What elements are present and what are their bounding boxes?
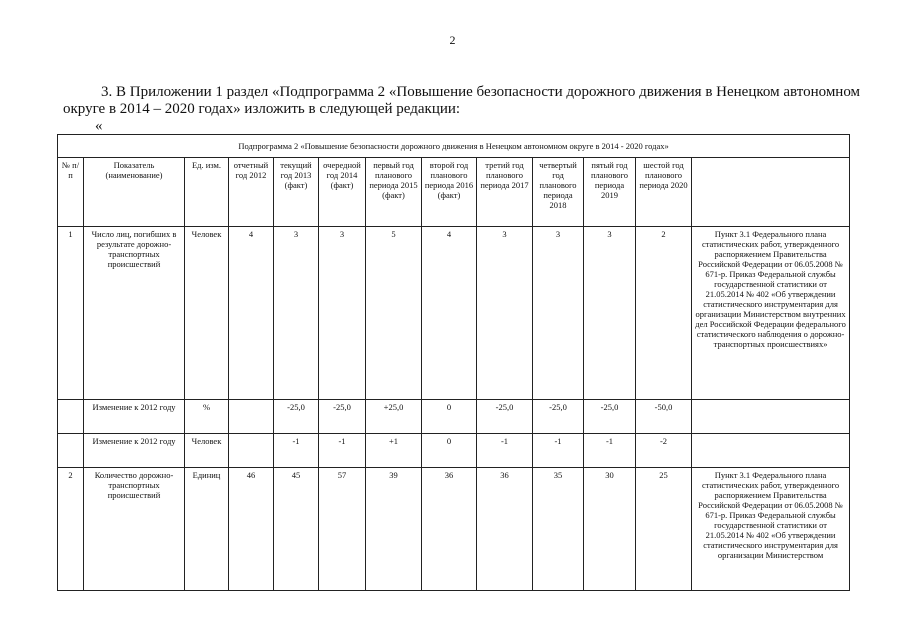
table-header-row	[58, 158, 850, 227]
value-cell: 3	[274, 227, 319, 400]
value-cell: -25,0	[274, 400, 319, 434]
row-num	[58, 400, 84, 434]
value-cell: 39	[366, 468, 422, 591]
row-source: Пункт 3.1 Федерального плана статистических работ, утвержденного распоряжением Правительства Российской Федерации от 06.05.2008 № 671-р. Приказ Федеральной службы государственной статистики от 21.05.2014 № 402 «Об утверждении статистического инструментария для организации Министерством внутренних дел Российской Федерации федерального статистического наблюдения о дорожно-транспортных происшествиях»	[692, 227, 850, 400]
row-num	[58, 434, 84, 468]
row-unit: Единиц	[185, 468, 229, 591]
table-row	[58, 227, 850, 400]
value-cell: 4	[422, 227, 477, 400]
intro-paragraph: 3. В Приложении 1 раздел «Подпрограмма 2 «Повышение безопасности дорожного движения в Ненецком автономном округе в 2014 – 2020 годах» изложить в следующей редакции:	[63, 84, 861, 117]
value-cell: 45	[274, 468, 319, 591]
header-2017: третий год планового периода 2017	[477, 158, 533, 227]
value-cell: 5	[366, 227, 422, 400]
opening-quote-mark: «	[95, 118, 103, 134]
value-cell: 3	[533, 227, 584, 400]
row-indicator: Изменение к 2012 году	[84, 434, 185, 468]
value-cell: 3	[477, 227, 533, 400]
value-cell: 0	[422, 434, 477, 468]
header-2012: отчетный год 2012	[229, 158, 274, 227]
header-indicator: Показатель (наименование)	[84, 158, 185, 227]
value-cell: -25,0	[477, 400, 533, 434]
table-row	[58, 468, 850, 591]
subprogram-indicators-table	[57, 134, 850, 591]
value-cell: -25,0	[319, 400, 366, 434]
value-cell: -2	[636, 434, 692, 468]
header-2015: первый год планового периода 2015 (факт)	[366, 158, 422, 227]
table-row	[58, 434, 850, 468]
row-source: Пункт 3.1 Федерального плана статистических работ, утвержденного распоряжением Правительства Российской Федерации от 06.05.2008 № 671-р. Приказ Федеральной службы государственной статистики от 21.05.2014 № 402 «Об утверждении статистического инструментария для организации Министерством	[692, 468, 850, 591]
value-cell: -50,0	[636, 400, 692, 434]
value-cell: 3	[584, 227, 636, 400]
header-2016: второй год планового периода 2016 (факт)	[422, 158, 477, 227]
table-row	[58, 400, 850, 434]
value-cell: -25,0	[584, 400, 636, 434]
value-cell: 36	[477, 468, 533, 591]
row-source	[692, 400, 850, 434]
header-2013: текущий год 2013 (факт)	[274, 158, 319, 227]
value-cell: -1	[319, 434, 366, 468]
value-cell: 46	[229, 468, 274, 591]
value-cell	[229, 434, 274, 468]
value-cell: 2	[636, 227, 692, 400]
row-unit: Человек	[185, 434, 229, 468]
value-cell: -1	[584, 434, 636, 468]
value-cell: +25,0	[366, 400, 422, 434]
header-2018: четвертый год планового периода 2018	[533, 158, 584, 227]
value-cell: 4	[229, 227, 274, 400]
row-num: 1	[58, 227, 84, 400]
value-cell: -1	[477, 434, 533, 468]
value-cell: -1	[533, 434, 584, 468]
value-cell	[229, 400, 274, 434]
header-unit: Ед. изм.	[185, 158, 229, 227]
header-2014: очередной год 2014 (факт)	[319, 158, 366, 227]
value-cell: 36	[422, 468, 477, 591]
header-2020: шестой год планового периода 2020	[636, 158, 692, 227]
row-unit: Человек	[185, 227, 229, 400]
row-indicator: Изменение к 2012 году	[84, 400, 185, 434]
value-cell: 30	[584, 468, 636, 591]
value-cell: 57	[319, 468, 366, 591]
value-cell: 35	[533, 468, 584, 591]
header-source	[692, 158, 850, 227]
row-indicator: Число лиц, погибших в результате дорожно-транспортных происшествий	[84, 227, 185, 400]
page-number: 2	[449, 33, 456, 47]
row-num: 2	[58, 468, 84, 591]
value-cell: 25	[636, 468, 692, 591]
value-cell: +1	[366, 434, 422, 468]
row-indicator: Количество дорожно-транспортных происшествий	[84, 468, 185, 591]
value-cell: 3	[319, 227, 366, 400]
value-cell: -1	[274, 434, 319, 468]
row-source	[692, 434, 850, 468]
table-title: Подпрограмма 2 «Повышение безопасности дорожного движения в Ненецком автономном округе в 2014 - 2020 годах»	[58, 135, 850, 158]
row-unit: %	[185, 400, 229, 434]
header-2019: пятый год планового периода 2019	[584, 158, 636, 227]
value-cell: 0	[422, 400, 477, 434]
header-num: № п/п	[58, 158, 84, 227]
table-title-row	[58, 135, 850, 158]
value-cell: -25,0	[533, 400, 584, 434]
